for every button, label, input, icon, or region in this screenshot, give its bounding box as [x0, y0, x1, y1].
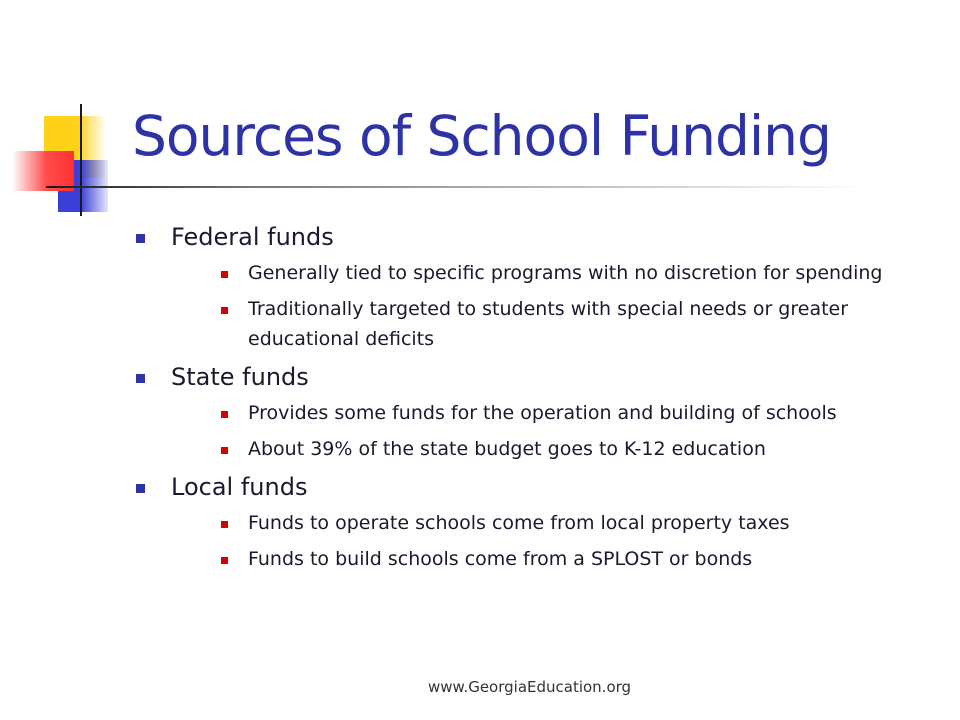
decor-red-square: [12, 151, 74, 191]
sub-bullet-item: [171, 544, 936, 574]
sub-bullet-text: Traditionally targeted to students with special needs or greater educational deficits: [248, 298, 849, 350]
sub-bullet-item: [171, 434, 936, 464]
sub-bullet-text: Generally tied to specific programs with no discretion for spending: [248, 262, 883, 284]
sub-bullet-list: [171, 508, 936, 574]
sub-bullet-item: [171, 398, 936, 428]
title-underline: [46, 186, 866, 188]
square-bullet-icon: [221, 307, 228, 314]
bullet-list: [136, 220, 936, 580]
square-bullet-icon: [136, 374, 145, 383]
square-bullet-icon: [221, 521, 228, 528]
square-bullet-icon: [221, 557, 228, 564]
sub-bullet-item: [171, 294, 936, 354]
square-bullet-icon: [221, 447, 228, 454]
square-bullet-icon: [221, 411, 228, 418]
slide-title: Sources of School Funding: [132, 104, 831, 168]
sub-bullet-text: Funds to build schools come from a SPLOST or bonds: [248, 548, 753, 570]
bullet-item-federal: [136, 220, 936, 354]
sub-bullet-list: [171, 398, 936, 464]
bullet-label: State funds: [171, 363, 309, 391]
sub-bullet-text: Provides some funds for the operation and building of schools: [248, 402, 837, 424]
sub-bullet-text: Funds to operate schools come from local property taxes: [248, 512, 790, 534]
square-bullet-icon: [221, 271, 228, 278]
sub-bullet-list: [171, 258, 936, 354]
bullet-label: Federal funds: [171, 223, 334, 251]
bullet-label: Local funds: [171, 473, 308, 501]
square-bullet-icon: [136, 484, 145, 493]
sub-bullet-text: About 39% of the state budget goes to K-12 education: [248, 438, 766, 460]
footer-url: www.GeorgiaEducation.org: [428, 678, 632, 696]
sub-bullet-item: [171, 258, 936, 288]
bullet-item-state: [136, 360, 936, 464]
bullet-item-local: [136, 470, 936, 574]
decor-vertical-line: [80, 104, 82, 216]
square-bullet-icon: [136, 234, 145, 243]
sub-bullet-item: [171, 508, 936, 538]
